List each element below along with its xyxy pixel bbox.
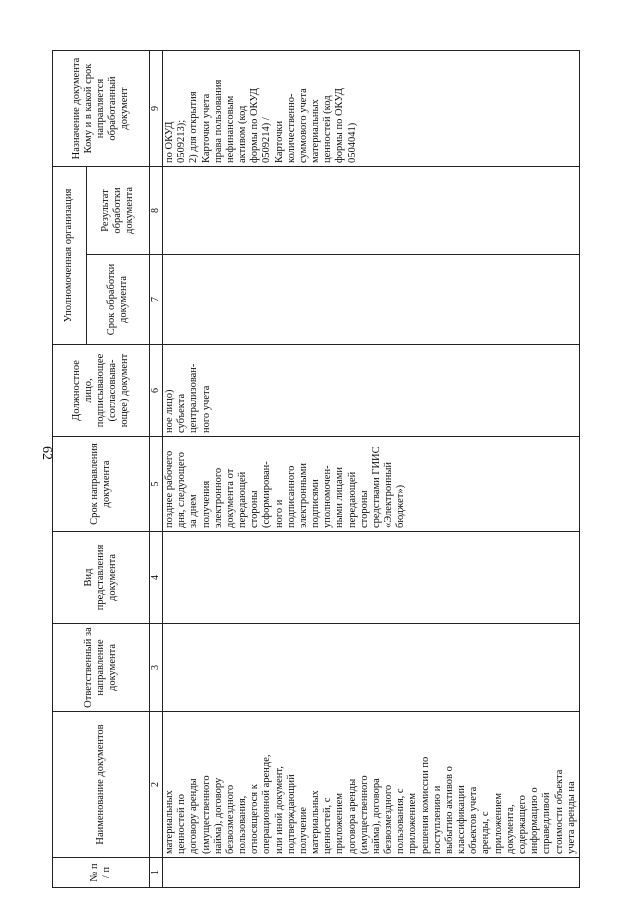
cell-number <box>163 858 580 888</box>
header-signing-official: Должностное лицо, подписывающее (согласовыва- ющее) документ <box>53 345 150 437</box>
cell-representation <box>163 532 580 624</box>
cell-responsible <box>163 624 580 712</box>
header-processing-result: Результат обработки документа <box>87 167 150 255</box>
column-number: 5 <box>150 437 163 532</box>
header-authorized-org: Уполномоченная организация <box>53 167 87 345</box>
cell-processing-time <box>163 255 580 345</box>
cell-document-name: материальных ценностей по договору аренды (имущественного найма), договору безвозмездного пользования, относящегося к операционной аренде, или иной документ, подтверждающий получение материальных ценностей, с приложением договора аренды (имущественного найма), договора безвозмездного пользования, с приложением решения комиссии по поступлению и выбытию активов о классификации объектов учета аренды, с приложением документа, содержащего информацию о справедливой стоимости объекта учета аренды на <box>163 712 580 858</box>
rotated-table-container <box>52 51 577 888</box>
cell-purpose: по ОКУД 0509213); 2) для открытия Карточки учета права пользования нефинансовым активом (код формы по ОКУД 0509214) / Карточки количественно- суммового учета материальных ценностей (код формы по ОКУД 0504041) <box>163 51 580 167</box>
header-representation: Вид представления документа <box>53 532 150 624</box>
column-number: 4 <box>150 532 163 624</box>
column-number: 1 <box>150 858 163 888</box>
column-number: 8 <box>150 167 163 255</box>
document-table <box>52 50 580 888</box>
cell-signing-official: ное лицо) субъекта централизован- ного учета <box>163 345 580 437</box>
header-deadline: Срок направления документа <box>53 437 150 532</box>
column-number: 3 <box>150 624 163 712</box>
table-row <box>163 51 580 888</box>
column-number: 2 <box>150 712 163 858</box>
header-responsible: Ответственный за направление документа <box>53 624 150 712</box>
header-processing-time: Срок обработки документа <box>87 255 150 345</box>
column-number: 6 <box>150 345 163 437</box>
header-purpose: Назначение документа Кому и в какой срок направляется обработанный документ <box>53 51 150 167</box>
cell-processing-result <box>163 167 580 255</box>
column-number: 7 <box>150 255 163 345</box>
cell-deadline: позднее рабочего дня, следующего за днем получения электронного документа от передающей стороны (сформирован- ного и подписанного электронными подписями уполномочен- ными лицами передающей стороны средствами ГИИС «Электронный бюджет») <box>163 437 580 532</box>
page-number: 62 <box>39 446 54 460</box>
column-number: 9 <box>150 51 163 167</box>
header-document-name: Наименование документов <box>53 712 150 858</box>
header-number: № п / п <box>53 858 150 888</box>
